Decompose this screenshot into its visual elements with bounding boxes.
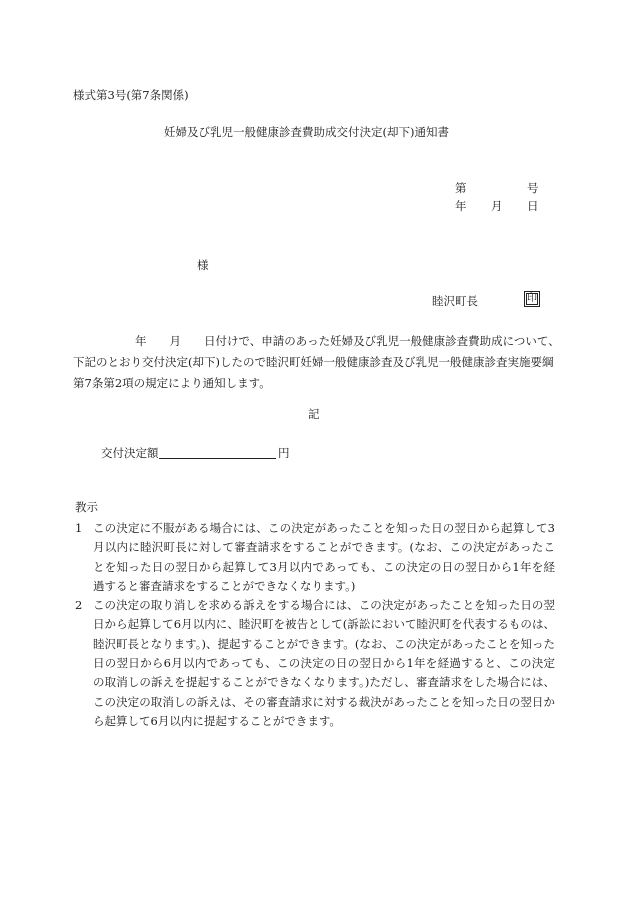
date-month: 月 [491,199,503,213]
instruction-text: この決定に不服がある場合には、この決定があったことを知った日の翌日から起算して3月以内に睦沢町長に対して審査請求をすることができます。(なお、この決定があったことを知った日の翌日から起算して3月以内であっても、この決定の日の翌日から1年を経過すると審査請求をすることができなくなります。) [93,521,555,593]
instructions-title: 教示 [75,500,98,514]
instruction-number: 1 [75,521,83,535]
amount-label: 交付決定額 [101,446,159,460]
instruction-number: 2 [75,598,83,613]
addressee-suffix: 様 [197,258,209,272]
ki-heading: 記 [308,407,320,421]
instructions-list [75,519,555,731]
date-day: 日 [527,199,539,213]
seal-mark: 印 [524,291,540,307]
date-year: 年 [455,199,467,213]
issuer-name: 睦沢町長 [432,294,478,308]
form-number: 様式第3号(第7条関係) [73,88,189,102]
instruction-text: この決定の取り消しを求める訴えをする場合には、この決定があったことを知った日の翌日から起算して6月以内に、睦沢町を被告として(訴訟において睦沢町を代表するものは、睦沢町長となります。)、提起することができます。(なお、この決定があったことを知った日の翌日から6月以内であっても、この決定の日の翌日から1年を経過すると、この決定の取消しの訴えを提起することができなくなります。)ただし、審査請求をした場合には、この決定の取消しの訴えは、その審査請求に対する裁決があったことを知った日の翌日から起算して6月以内に提起することができます。 [93,598,555,728]
instruction-item [75,519,555,596]
number-prefix: 第 [455,181,467,195]
notice-body: 年 月 日付けで、申請のあった妊婦及び乳児一般健康診査費助成について、下記のとおり交付決定(却下)したので睦沢町妊婦一般健康診査及び乳児一般健康診査実施要綱第7条第2項の規定により通知します。 [73,334,560,390]
amount-unit: 円 [278,446,290,460]
amount-blank-line [159,458,276,459]
number-suffix: 号 [527,181,539,195]
instruction-item [75,596,555,731]
document-title: 妊婦及び乳児一般健康診査費助成交付決定(却下)通知書 [164,125,449,139]
